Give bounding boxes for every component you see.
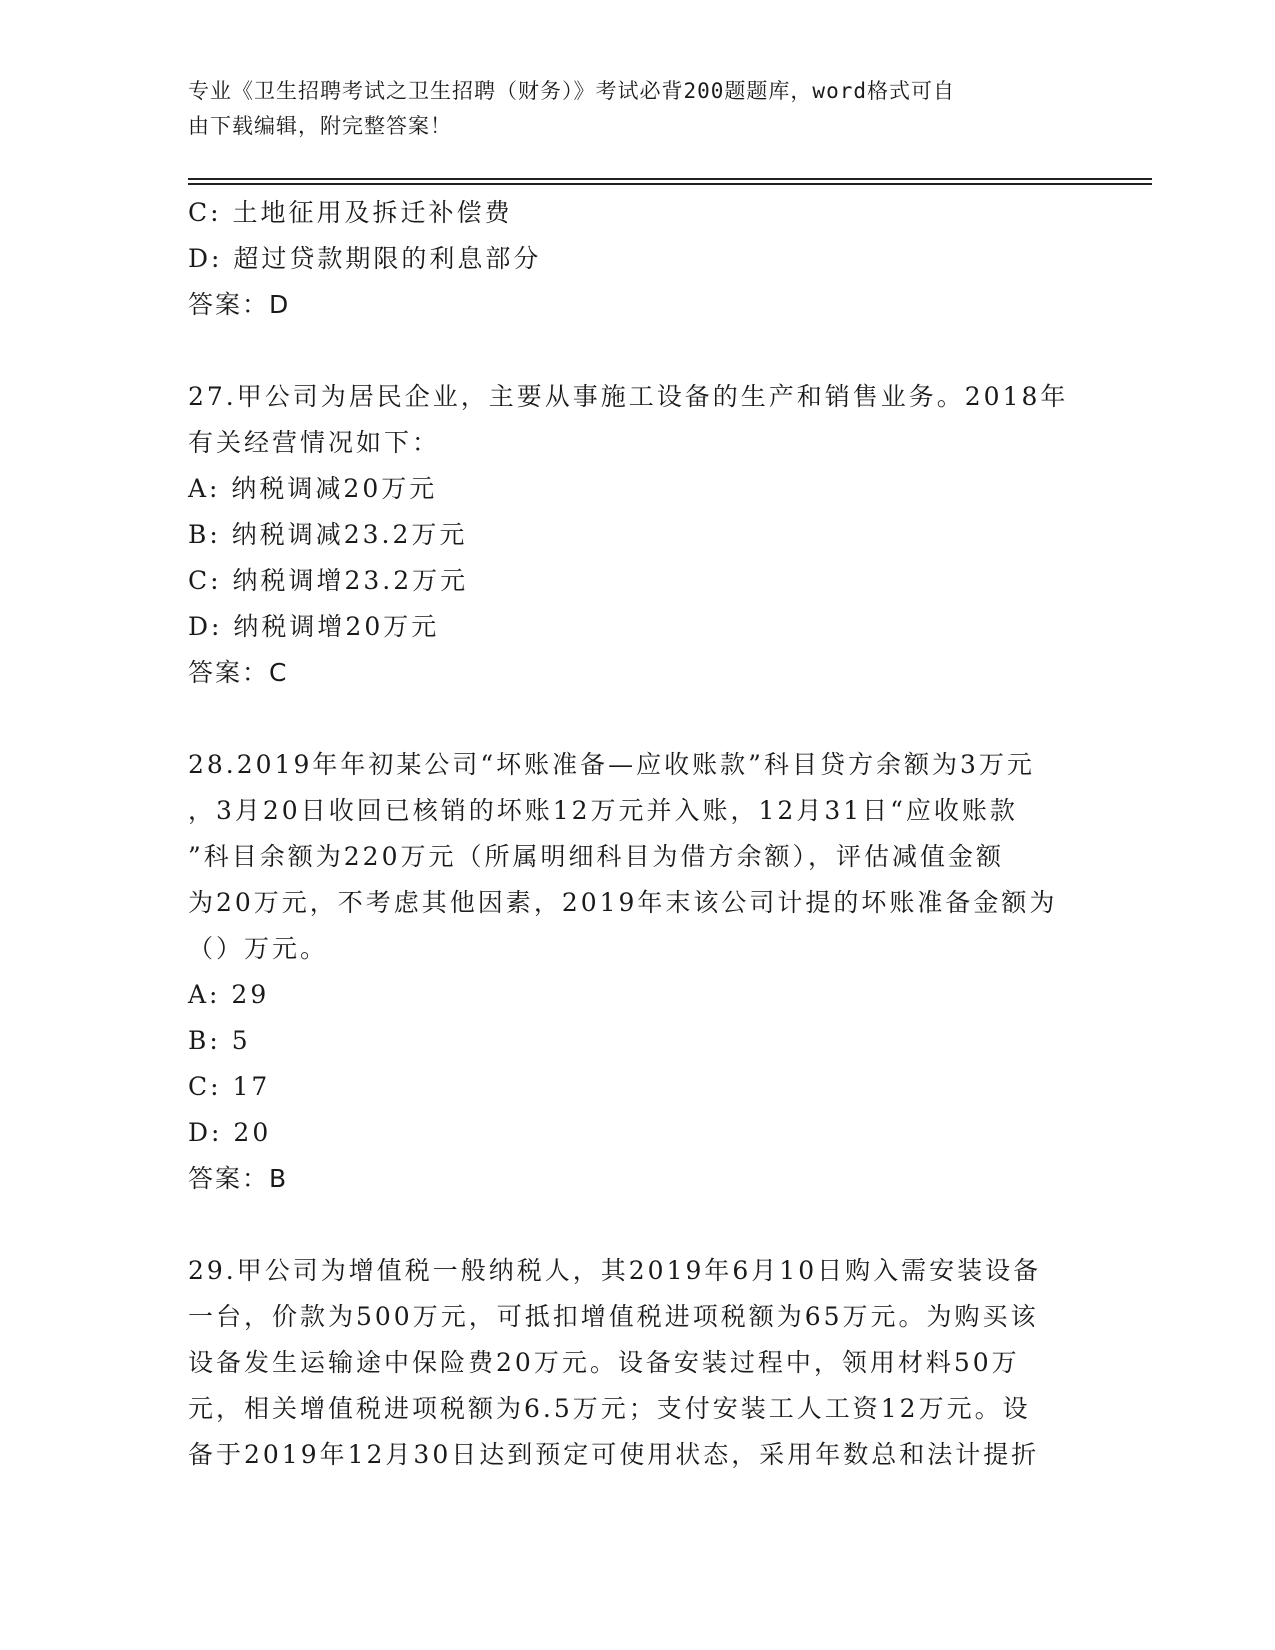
- answer-line: 答案：C: [188, 658, 289, 687]
- option-a: A: 29: [188, 980, 270, 1009]
- option-b: B: 纳税调减23.2万元: [188, 520, 468, 549]
- question-stem-line: 一台，价款为500万元，可抵扣增值税进项税额为65万元。为购买该: [188, 1302, 1039, 1331]
- question-stem-line: ，3月20日收回已核销的坏账12万元并入账，12月31日“应收账款: [188, 796, 1018, 825]
- option-d: D: 纳税调增20万元: [188, 612, 440, 641]
- option-a: A: 纳税调减20万元: [188, 474, 438, 503]
- question-stem-line: 28.2019年年初某公司“坏账准备—应收账款”科目贷方余额为3万元: [188, 750, 1035, 779]
- question-stem-line: 元，相关增值税进项税额为6.5万元；支付安装工人工资12万元。设: [188, 1394, 1031, 1423]
- option-d: D: 超过贷款期限的利息部分: [188, 244, 542, 273]
- question-stem-line: 29.甲公司为增值税一般纳税人，其2019年6月10日购入需安装设备: [188, 1256, 1042, 1285]
- question-stem-line: 设备发生运输途中保险费20万元。设备安装过程中，领用材料50万: [188, 1348, 1020, 1377]
- header-line-1: 专业《卫生招聘考试之卫生招聘（财务）》考试必背200题题库，word格式可自: [188, 79, 955, 103]
- document-header: [188, 74, 1088, 144]
- option-c: C: 17: [188, 1072, 271, 1101]
- question-29: [188, 1248, 1088, 1478]
- question-28: [188, 742, 1088, 1202]
- spacer: [188, 696, 1088, 742]
- header-line-2: 由下载编辑，附完整答案！: [188, 114, 452, 138]
- question-27: [188, 374, 1088, 696]
- spacer: [188, 328, 1088, 374]
- answer-line: 答案：B: [188, 1164, 289, 1193]
- header-divider-bottom: [188, 183, 1152, 185]
- answer-line: 答案：D: [188, 290, 291, 319]
- option-c: C: 纳税调增23.2万元: [188, 566, 469, 595]
- option-b: B: 5: [188, 1026, 251, 1055]
- question-stem-line: 27.甲公司为居民企业，主要从事施工设备的生产和销售业务。2018年: [188, 382, 1069, 411]
- question-stem-line: 为20万元，不考虑其他因素，2019年末该公司计提的坏账准备金额为: [188, 888, 1058, 917]
- question-stem-line: 有关经营情况如下：: [188, 428, 441, 457]
- option-c: C: 土地征用及拆迁补偿费: [188, 198, 513, 227]
- spacer: [188, 1202, 1088, 1248]
- question-stem-line: ”科目余额为220万元（所属明细科目为借方余额），评估减值金额: [188, 842, 1005, 871]
- question-list: [188, 190, 1088, 1478]
- header-divider-top: [188, 178, 1152, 180]
- question-26-tail: [188, 190, 1088, 328]
- question-stem-line: 备于2019年12月30日达到预定可使用状态，采用年数总和法计提折: [188, 1440, 1040, 1469]
- question-stem-line: （）万元。: [188, 934, 329, 963]
- option-d: D: 20: [188, 1118, 272, 1147]
